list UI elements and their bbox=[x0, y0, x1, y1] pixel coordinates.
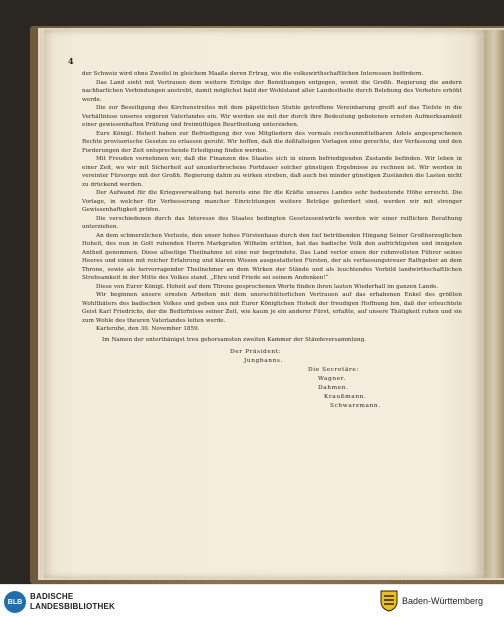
paragraph: Der Aufwand für die Kriegsverwaltung hat bereits eine für die Kräfte unseres Landes sehr bedeutende Höhe erreicht. Die Vorlage, in welcher für Verbesserung mancher Einrichtungen weitere Beträge gefordert sind, werden wir mit strenger Gewissenhaftigkeit prüfen. bbox=[82, 190, 462, 213]
next-page-edge bbox=[484, 30, 504, 578]
president-name: Jungbanns. bbox=[244, 358, 283, 364]
library-name-line2: LANDESBIBLIOTHEK bbox=[30, 602, 115, 611]
secretary-name: Dahmen. bbox=[318, 385, 349, 391]
secretary-name: Schwarzmann. bbox=[330, 403, 381, 409]
paragraph: Wir beginnen unsere ernsten Arbeiten mit dem unerschütterlichen Vertrauen auf das erhabenen Enkel des größten Wohlthäters des badischen Volkes und geben uns mit Eurer Königlichen Hoheit der freudigen Hoffnung hin, daß der erleuchtete Geist Karl Friedrichs, der die Bedürfnisse seiner Zeit, wie kaum je ein anderer Fürst, erfaßte, auf unsere Thätigkeit ruhen und sie zum Wohle des theuren Vaterlandes leiten werde. bbox=[82, 292, 462, 324]
secretary-name: Wagner. bbox=[318, 376, 346, 382]
paragraph: Mit Freuden vernehmen wir, daß die Finanzen des Staates sich in einem befriedigenden Zustande befinden. Wir leben in einer Zeit, wo wir mit Sicherheit auf ununterbrochene Fortdauer solcher günstigen Ergebnisse zu rechnen ist. Wir werden in vereinter Fürsorge mit der Großh. Regierung dahin zu wirken streben, daß auch bei minder günstigen Zuständen die Lasten nicht zu drückend werden. bbox=[82, 156, 462, 188]
footer-bar bbox=[0, 584, 504, 617]
paragraph: Die zur Beseitigung des Kirchenstreites mit dem päpstlichen Stuhle getroffene Vereinbarung greift auf das Tiefste in die Verhältnisse unseres engeren Vaterlandes ein. Wir werden sie mit der durch ihre Bedeutung gebotenen ernsten Aufmerksamkeit einer gewissenhaften Prüfung und freimüthigen Beurtheilung unterziehen. bbox=[82, 105, 462, 128]
page-number: 4 bbox=[68, 56, 74, 66]
document-body bbox=[82, 70, 462, 454]
library-name[interactable] bbox=[30, 592, 115, 612]
paragraph: Eure Königl. Hoheit haben zur Befriedigung der von Mitgliedern des vormals reichsunmittelbaren Adels angesprochenen Rechte provisorische Gesetze zu erlassen geruht. Wir hoffen, daß die deßfallsigen Vorlagen eine gerechte, der Verfassung und den Forderungen der Zeit entsprechende Erledigung finden werden. bbox=[82, 130, 462, 154]
library-name-line1: BADISCHE bbox=[30, 592, 74, 601]
signature-block bbox=[82, 344, 462, 454]
state-name[interactable]: Baden-Württemberg bbox=[402, 596, 484, 606]
place-date: Karlsruhe, den 30. November 1859. bbox=[96, 326, 200, 332]
coat-of-arms-icon bbox=[380, 590, 398, 612]
closing-line: Im Namen der unterthänigst treu gehorsamsten zweiten Kammer der Ständeversammlung. bbox=[102, 336, 367, 343]
paragraph: Die verschiedenen durch das Interesse des Staates bedingten Gesetzesentwürfe werden wir einer reiflichen Berathung unterziehen. bbox=[82, 215, 462, 230]
paragraph: Das Land sieht mit Vertrauen dem weitern Erfolge der Bemühungen entgegen, womit die Großh. Regierung die andern nachbarlichen Verbindungen anstrebt, damit möglichst bald der Wohlstand aller Landestheile durch Belebung des Verkehrs erhöht werde. bbox=[82, 79, 462, 103]
paragraph: An dem schmerzlichen Verluste, den unser hohes Fürstenhaus durch den tief betrübenden Hingang Seiner Großherzoglichen Hoheit, des nun in Gott ruhenden Herrn Markgrafen Wilhelm erlitten, hat das badische Volk den aufrichtigsten und innigsten Antheil genommen. Diese allseitige Theilnahme ist eine nur begründete. Das Land verlor einen der ruhmvollsten Führer seines Heeres und einen mit reicher Erfahrung und klarem Wissen ausgestatteten Fürsten, der als verfassungstreuer Rathgeber an dem Throne, sowie als hervorragender Theilnehmer an dem Wirken der Stände und als leuchtendes Vorbild landwirthschaftlichen Strebsamkeit in der Mitte des Volkes stand. „Ehre und Friede sei seinem Andenken!“ bbox=[82, 232, 462, 281]
secretary-name: Kraußmann. bbox=[324, 394, 367, 400]
paragraph: der Schweiz wird ohne Zweifel in gleichem Maaße deren Ertrag, wie die volkswirthschaftlichen Interessen befördern. bbox=[82, 71, 424, 77]
blb-logo-icon[interactable]: BLB bbox=[4, 591, 26, 613]
president-label: Der Präsident: bbox=[230, 349, 282, 355]
paragraph: Diese von Eurer Königl. Hoheit auf dem Throne gesprochenen Worte finden ihren lauten Wiederhall im ganzen Lande. bbox=[96, 283, 439, 290]
secretaries-label: Die Secretäre: bbox=[308, 367, 359, 373]
